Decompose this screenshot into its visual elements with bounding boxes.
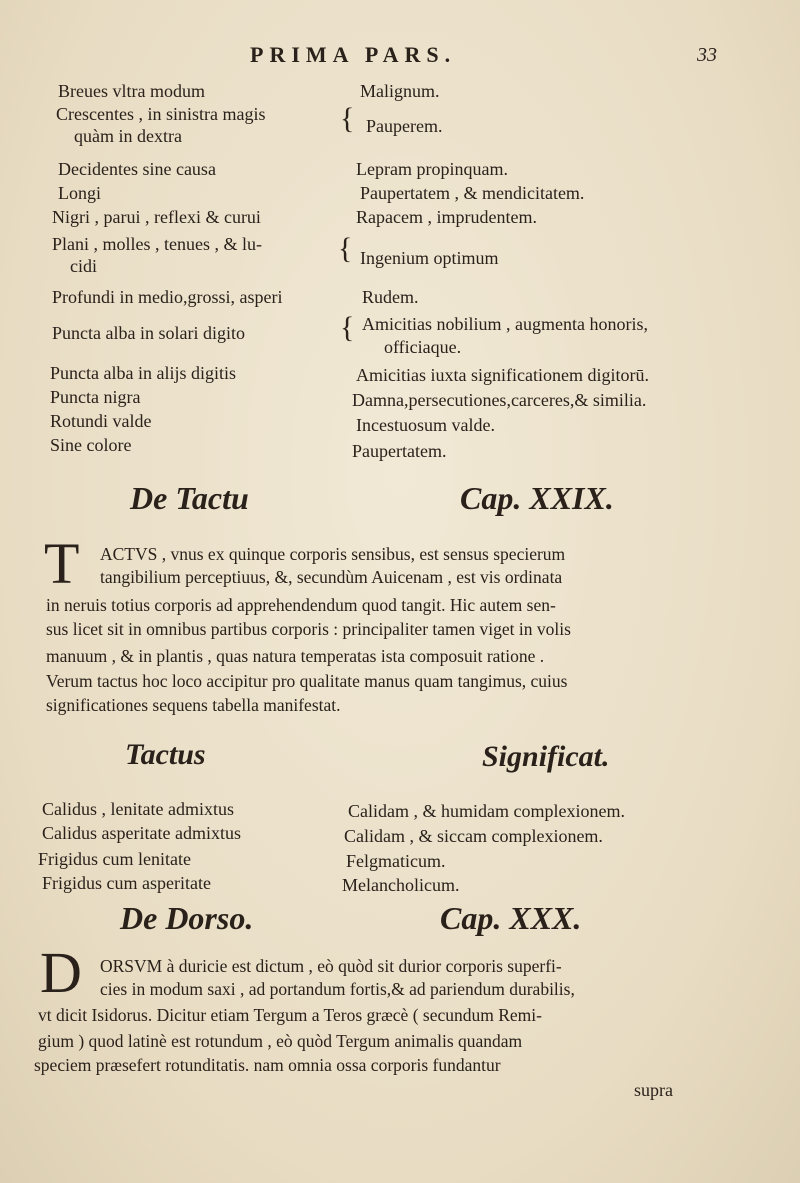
table-cell-right: Calidam , & siccam complexionem. [344,826,603,846]
table-cell-left: Plani , molles , tenues , & lu- [52,234,262,254]
chapter-title: De Dorso. [120,900,254,936]
brace-symbol: { [340,102,355,135]
chapter-title: De Tactu [130,480,249,516]
table-cell-left: Decidentes sine causa [58,159,216,179]
text-line: sus licet sit in omnibus partibus corporis : principaliter tamen viget in volis [46,619,571,639]
brace-symbol: { [338,232,353,265]
table-cell-right: officiaque. [384,337,462,357]
chapter-number: Cap. XXIX. [460,480,614,516]
table-cell-left: Puncta alba in alijs digitis [50,363,236,383]
table-cell-right: Rudem. [362,287,419,307]
chapter-number: Cap. XXX. [440,900,582,936]
table-cell-left: Calidus asperitate admixtus [42,823,241,843]
table-cell-left: Frigidus cum lenitate [38,849,191,869]
text-line: ORSVM à duricie est dictum , eò quòd sit durior corporis superfi- [100,956,562,976]
table-cell-right: Rapacem , imprudentem. [356,207,537,227]
table-cell-left: Nigri , parui , reflexi & curui [52,207,261,227]
table-cell-left: Puncta alba in solari digito [52,323,245,343]
table-cell-right: Malignum. [360,81,440,101]
table-cell-right: Paupertatem , & mendicitatem. [360,183,585,203]
running-head: PRIMA PARS. [250,42,457,67]
table-cell-right: Ingenium optimum [360,248,499,268]
table-cell-right: Incestuosum valde. [356,415,495,435]
drop-cap: D [40,940,82,1005]
table-head-right: Significat. [482,740,610,773]
page-number: 33 [697,44,717,66]
table-cell-left: Profundi in medio,grossi, asperi [52,287,283,307]
text-line: Verum tactus hoc loco accipitur pro qualitate manus quam tangimus, cuius [46,671,568,691]
text-line: gium ) quod latinè est rotundum , eò quòd Tergum animalis quandam [38,1031,523,1051]
text-line: in neruis totius corporis ad apprehendendum quod tangit. Hic autem sen- [46,595,556,615]
table-cell-right: Felgmaticum. [346,851,446,871]
text-line: speciem præsefert rotunditatis. nam omnia ossa corporis fundantur [34,1055,501,1075]
table-cell-right: Damna,persecutiones,carceres,& similia. [352,390,647,410]
table-cell-right: Amicitias iuxta significationem digitorū. [356,365,649,385]
text-line: vt dicit Isidorus. Dicitur etiam Tergum a Teros græcè ( secundum Remi- [38,1005,542,1025]
table-cell-left: quàm in dextra [74,126,182,146]
table-cell-left: Puncta nigra [50,387,141,407]
table-head-left: Tactus [125,738,206,771]
table-cell-left: Crescentes , in sinistra magis [56,104,266,124]
table-cell-right: Calidam , & humidam complexionem. [348,801,625,821]
table-cell-left: Rotundi valde [50,411,152,431]
table-cell-left: Breues vltra modum [58,81,205,101]
catchword: supra [634,1080,673,1100]
table-cell-right: Lepram propinquam. [356,159,508,179]
text-line: significationes sequens tabella manifestat. [46,695,341,715]
table-cell-left: Calidus , lenitate admixtus [42,799,234,819]
drop-cap: T [44,531,80,596]
table-cell-left: Frigidus cum asperitate [42,873,211,893]
text-line: tangibilium perceptiuus, &, secundùm Auicenam , est vis ordinata [100,567,563,587]
table-cell-left: Sine colore [50,435,132,455]
text-line: cies in modum saxi , ad portandum fortis,& ad pariendum durabilis, [100,979,575,999]
table-cell-right: Pauperem. [366,116,443,136]
text-line: ACTVS , vnus ex quinque corporis sensibus, est sensus specierum [100,544,566,564]
brace-symbol: { [340,311,355,344]
table-cell-right: Amicitias nobilium , augmenta honoris, [362,314,648,334]
text-line: manuum , & in plantis , quas natura temperatas ista composuit ratione . [46,646,545,666]
table-cell-left: Longi [58,183,101,203]
table-cell-left: cidi [70,256,97,276]
table-cell-right: Paupertatem. [352,441,447,461]
table-cell-right: Melancholicum. [342,875,460,895]
